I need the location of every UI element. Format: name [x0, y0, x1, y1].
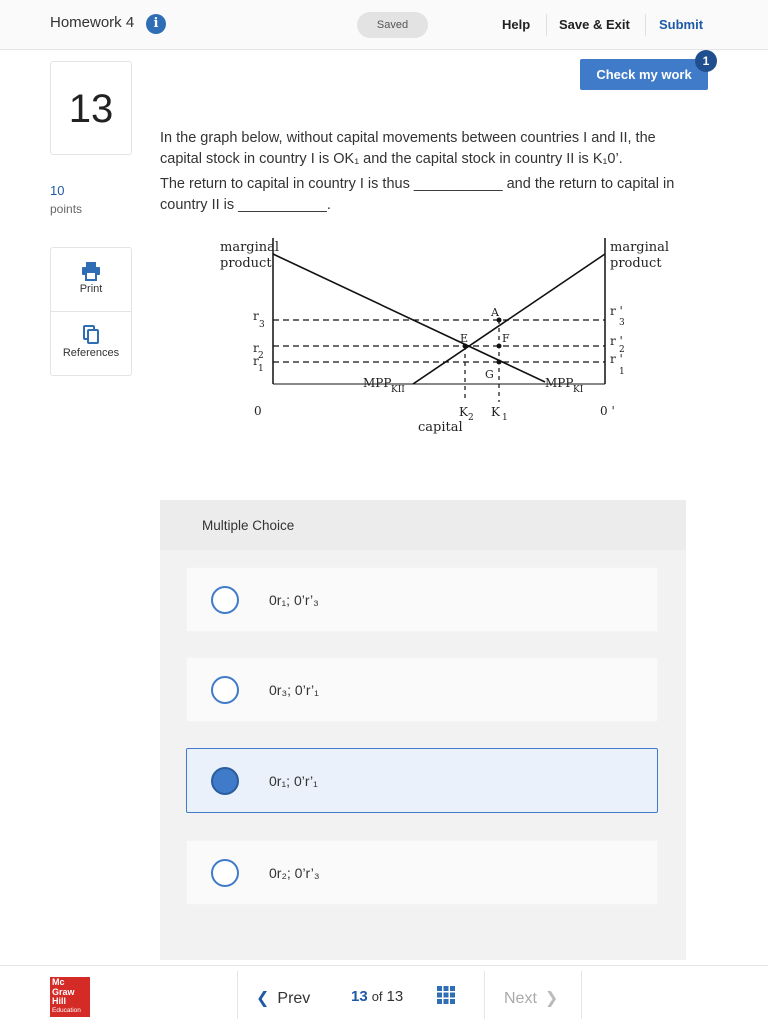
mpp-ki-label: MPP: [545, 376, 574, 390]
choice-option-2[interactable]: [186, 657, 658, 722]
k1-label: K: [491, 405, 500, 419]
point-g-label: G: [485, 368, 494, 381]
mcgraw-hill-logo: Mc Graw Hill Education: [50, 977, 90, 1017]
points-label: points: [50, 202, 83, 216]
point-a-label: A: [491, 306, 499, 319]
k1-subscript: 1: [502, 413, 508, 423]
x-axis-label: capital: [418, 420, 463, 435]
choice-option-1[interactable]: [186, 567, 658, 632]
radio-button-selected[interactable]: [211, 767, 239, 795]
r-prime-3-label: r ': [610, 304, 623, 318]
left-axis-label-1: marginal: [220, 240, 280, 255]
points-value: 10: [50, 183, 65, 198]
point-e-label: E: [460, 332, 469, 345]
left-axis-label-2: product: [220, 256, 272, 271]
choice-label: 0r₂; 0’r’₃: [269, 865, 320, 881]
save-exit-link[interactable]: Save & Exit: [559, 17, 630, 32]
check-my-work-button[interactable]: Check my work: [580, 59, 708, 90]
footer-divider: [581, 971, 582, 1019]
print-label: Print: [79, 283, 103, 295]
question-number: 13: [50, 61, 132, 155]
next-label: Next: [504, 990, 537, 1007]
choice-label: 0r₁; 0’r’₃: [269, 592, 319, 608]
mpp-ki-subscript: KI: [573, 385, 584, 395]
page-indicator: [351, 988, 403, 1005]
choice-option-3[interactable]: [186, 748, 658, 813]
r1-subscript: 1: [258, 364, 264, 374]
prev-label: Prev: [277, 990, 311, 1007]
saved-status: Saved: [357, 12, 428, 38]
r2-subscript: 2: [258, 351, 264, 361]
choice-label: 0r₃; 0’r’₁: [269, 682, 319, 698]
printer-icon: [80, 261, 102, 281]
footer-divider: [484, 971, 485, 1019]
r-prime-2-subscript: 2: [619, 345, 625, 355]
radio-button[interactable]: [211, 859, 239, 887]
check-attempts-badge: 1: [695, 50, 717, 72]
point-f-label: F: [502, 332, 510, 345]
footer-nav: [0, 965, 768, 1024]
chevron-right-icon: ❯: [544, 990, 559, 1007]
k2-label: K: [459, 405, 468, 419]
header-divider: [645, 14, 646, 36]
r1-label: r: [253, 354, 259, 368]
point-f-marker: [497, 344, 502, 349]
r2-label: r: [253, 341, 259, 355]
page-of: of: [371, 989, 383, 1004]
choice-option-4[interactable]: [186, 840, 658, 905]
r-prime-1-subscript: 1: [619, 367, 625, 377]
header-divider: [546, 14, 547, 36]
left-origin-label: 0: [254, 404, 262, 418]
references-icon: [80, 325, 102, 345]
info-icon[interactable]: i: [146, 14, 166, 34]
mc-header: [160, 500, 686, 550]
question-text: [160, 128, 700, 216]
mpp-ki-curve: [273, 254, 545, 382]
chevron-left-icon: ❮: [256, 990, 270, 1007]
multiple-choice-panel: [160, 500, 686, 960]
mpp-kii-label: MPP: [363, 376, 392, 390]
current-page: 13: [351, 988, 368, 1005]
help-link[interactable]: Help: [502, 17, 531, 32]
capital-graph: [200, 232, 680, 447]
references-label: References: [62, 347, 120, 359]
question-grid-icon[interactable]: [437, 986, 455, 1004]
mc-title: Multiple Choice: [202, 518, 295, 533]
right-axis-label-1: marginal: [610, 240, 670, 255]
assignment-title: Homework 4: [50, 14, 135, 31]
footer-divider: [237, 971, 238, 1019]
right-origin-label: 0 ': [600, 404, 615, 418]
right-axis-label-2: product: [610, 256, 662, 271]
point-g-marker: [497, 360, 502, 365]
submit-link[interactable]: Submit: [659, 17, 704, 32]
question-line-1: In the graph below, without capital movements between countries I and II, the capital stock in country I is OK₁ and the capital stock in country II is K₁0’.: [160, 130, 656, 167]
r-prime-1-label: r ': [610, 352, 623, 366]
print-button[interactable]: [50, 247, 132, 312]
r-prime-3-subscript: 3: [619, 318, 625, 328]
radio-button[interactable]: [211, 676, 239, 704]
top-bar: [0, 0, 768, 50]
k2-subscript: 2: [468, 413, 474, 423]
total-pages: 13: [386, 988, 404, 1005]
r-prime-2-label: r ': [610, 334, 623, 348]
question-line-2: The return to capital in country I is thus ___________ and the return to capital in country II is ___________.: [160, 176, 675, 213]
choice-label: 0r₁; 0’r’₁: [269, 773, 318, 789]
radio-button[interactable]: [211, 586, 239, 614]
references-button[interactable]: [50, 311, 132, 376]
mpp-kii-subscript: KII: [391, 385, 405, 395]
next-button[interactable]: [504, 988, 558, 1008]
r3-label: r: [253, 309, 259, 323]
prev-button[interactable]: [256, 988, 310, 1008]
r3-subscript: 3: [259, 320, 265, 330]
